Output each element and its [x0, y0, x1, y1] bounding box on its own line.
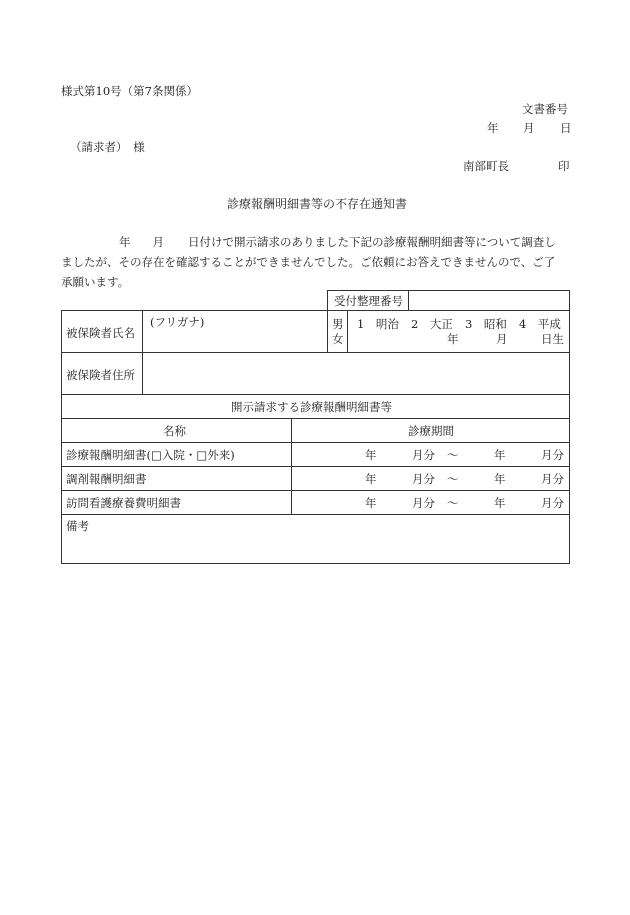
table-row-period[interactable]	[291, 490, 570, 515]
body-line-3: 承願います。	[61, 275, 130, 289]
section-title: 開示請求する診療報酬明細書等	[231, 400, 392, 414]
header-day: 日	[560, 121, 572, 135]
row-name-label: 訪問看護療養費明細書	[66, 496, 181, 510]
remarks-field[interactable]	[61, 514, 570, 564]
row-name-label: 調剤報酬明細書	[66, 472, 147, 486]
sex-female: 女	[332, 332, 344, 346]
sex-male: 男	[332, 317, 344, 331]
header-year: 年	[487, 121, 499, 135]
from-year: 年	[365, 448, 377, 462]
form-number: 様式第10号（第7条関係）	[61, 84, 198, 98]
body-year: 年	[119, 235, 131, 249]
to-month: 月分	[541, 472, 564, 486]
col-name-label: 名称	[163, 424, 186, 438]
from-month: 月分	[412, 472, 435, 486]
sex-cell[interactable]	[327, 310, 348, 353]
remarks-label: 備考	[66, 519, 89, 533]
section-title-cell	[61, 394, 570, 419]
birth-day: 日生	[541, 332, 564, 346]
tilde: ～	[447, 472, 459, 486]
furigana-label: (フリガナ)	[150, 315, 205, 329]
birth-month: 月	[496, 332, 508, 346]
tilde: ～	[447, 496, 459, 510]
birth-year: 年	[447, 332, 459, 346]
body-day-text: 日付けで開示請求のありました下記の診療報酬明細書等について調査し	[188, 235, 556, 249]
from-month: 月分	[412, 448, 435, 462]
address-label: 被保険者住所	[66, 368, 135, 382]
to-year: 年	[494, 448, 506, 462]
table-row-name	[61, 466, 292, 491]
body-line-2: ましたが、その存在を確認することができませんでした。ご依頼にお答えできませんので、ご了	[61, 255, 556, 269]
row-name-label: 診療報酬明細書(□入院・□外来)	[66, 448, 235, 462]
insured-name-field[interactable]	[142, 310, 328, 353]
to-year: 年	[494, 496, 506, 510]
table-row-period[interactable]	[291, 466, 570, 491]
birthdate-cell[interactable]	[347, 310, 570, 353]
body-month: 月	[152, 235, 164, 249]
reception-label-cell	[327, 290, 409, 311]
era-showa: 3 昭和	[465, 317, 507, 331]
recipient: （請求者） 様	[70, 140, 145, 154]
body-paragraph	[61, 232, 573, 292]
reception-number-field[interactable]	[408, 290, 570, 311]
seal-mark: 印	[558, 159, 570, 173]
col-name-header	[61, 418, 292, 443]
address-field[interactable]	[142, 352, 570, 395]
sender: 南部町長	[463, 159, 509, 173]
era-heisei: 4 平成	[519, 317, 561, 331]
table-row-period[interactable]	[291, 442, 570, 467]
header-month: 月	[523, 121, 535, 135]
tilde: ～	[447, 448, 459, 462]
from-month: 月分	[412, 496, 435, 510]
table-row-name	[61, 442, 292, 467]
col-period-label: 診療期間	[408, 424, 454, 438]
address-label-cell	[61, 352, 143, 395]
from-year: 年	[365, 472, 377, 486]
insured-name-label-cell	[61, 310, 143, 353]
to-month: 月分	[541, 496, 564, 510]
body-line-1	[61, 232, 573, 252]
document-title: 診療報酬明細書等の不存在通知書	[227, 197, 408, 211]
insured-name-label: 被保険者氏名	[66, 326, 135, 340]
table-row-name	[61, 490, 292, 515]
to-year: 年	[494, 472, 506, 486]
era-meiji: 1 明治	[357, 317, 399, 331]
document-number-label: 文書番号	[522, 102, 568, 116]
reception-label: 受付整理番号	[334, 294, 403, 308]
to-month: 月分	[541, 448, 564, 462]
col-period-header	[291, 418, 570, 443]
from-year: 年	[365, 496, 377, 510]
era-taisho: 2 大正	[411, 317, 453, 331]
